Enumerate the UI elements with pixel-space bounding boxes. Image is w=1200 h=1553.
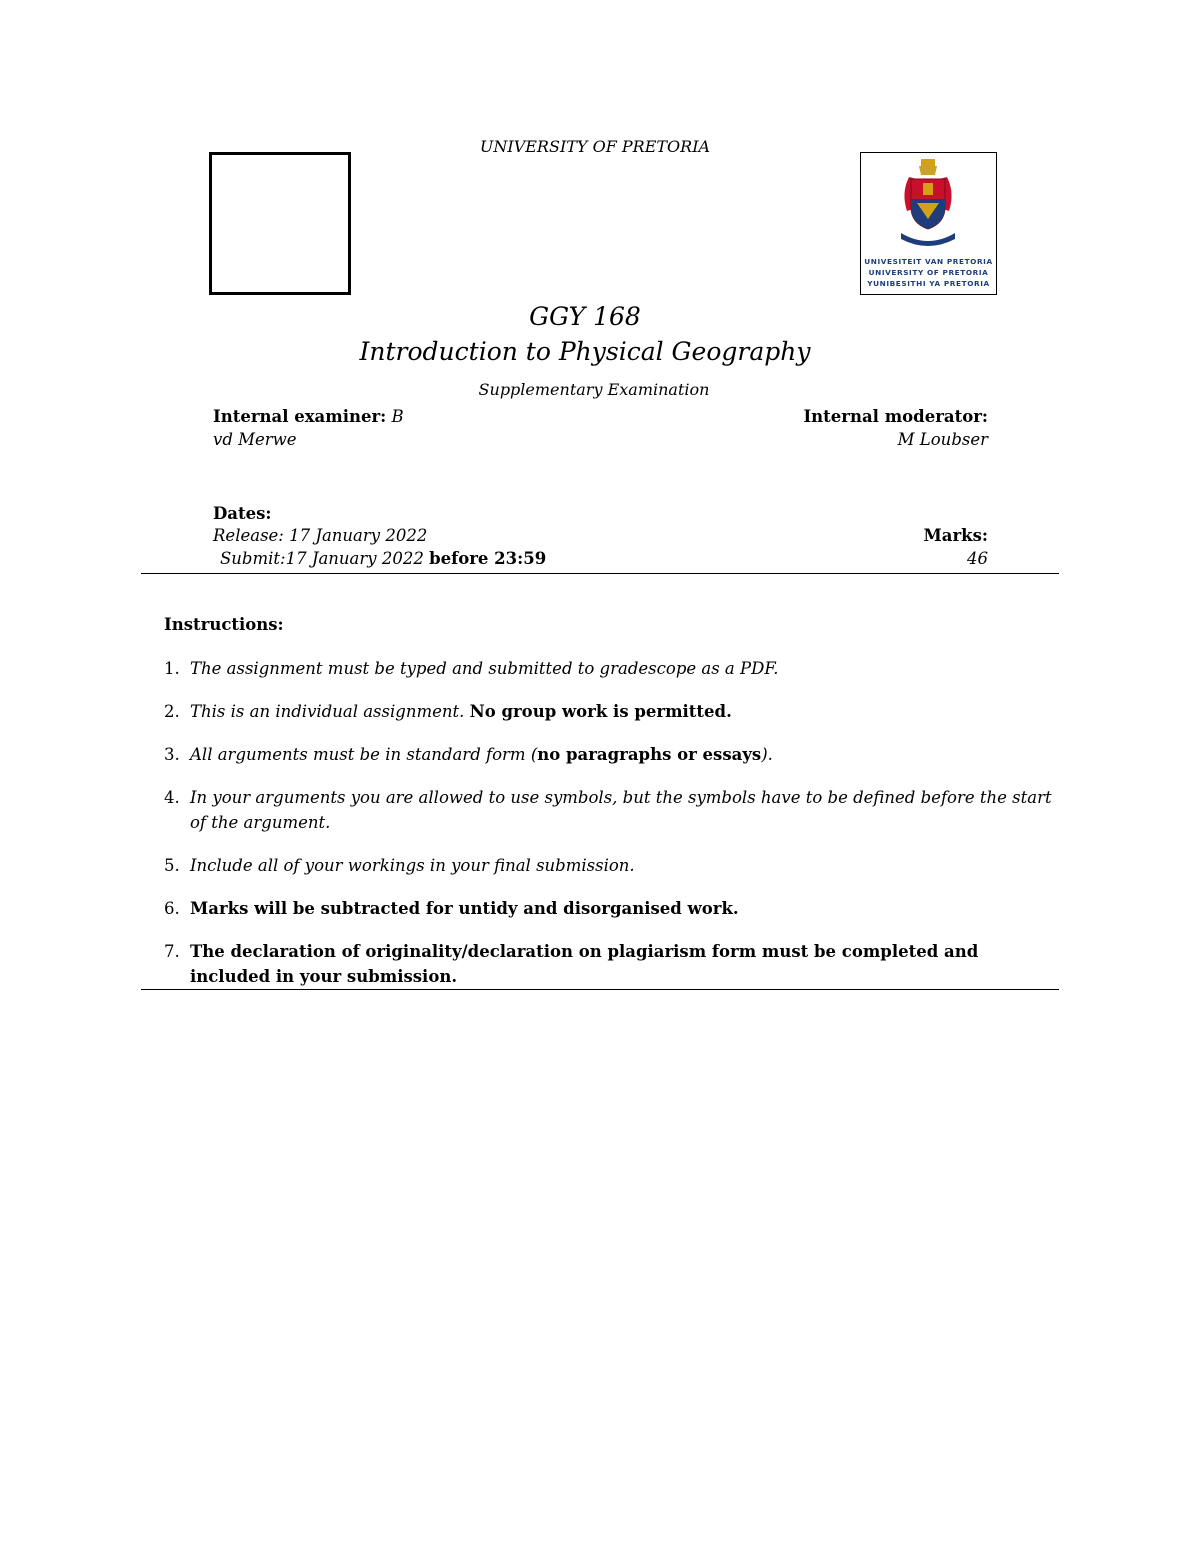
item-number: 1. — [164, 659, 180, 678]
divider-top — [141, 573, 1059, 574]
marks-label: Marks: — [923, 526, 988, 545]
item-number: 7. — [164, 942, 180, 961]
moderator-name: M Loubser — [897, 430, 988, 449]
submit-date-text: Submit:17 January 2022 — [220, 549, 424, 568]
item-number: 5. — [164, 856, 180, 875]
item-number: 4. — [164, 788, 180, 807]
instructions-heading: Instructions: — [164, 615, 284, 634]
instruction-item — [164, 896, 1064, 921]
examiner-label-line — [213, 407, 404, 426]
logo-line-sepedi: YUNIBESITHI YA PRETORIA — [867, 279, 990, 288]
submit-deadline: before 23:59 — [429, 549, 547, 568]
crest-icon — [861, 153, 996, 253]
examiner-name: vd Merwe — [213, 430, 297, 449]
item-emphasis: The declaration of originality/declaration on plagiarism form must be completed and included in your submission. — [190, 942, 979, 986]
instruction-item — [164, 853, 1064, 878]
item-emphasis: No group work is permitted. — [469, 702, 732, 721]
examiner-initial: B — [391, 407, 404, 426]
item-number: 3. — [164, 745, 180, 764]
marks-value: 46 — [967, 549, 988, 568]
examiner-label: Internal examiner: — [213, 407, 387, 426]
instruction-item — [164, 656, 1064, 681]
dates-label: Dates: — [213, 504, 272, 523]
course-title: Introduction to Physical Geography — [359, 337, 811, 366]
submit-date — [220, 549, 546, 568]
item-text-end: ). — [761, 745, 773, 764]
item-text: All arguments must be in standard form ( — [190, 745, 538, 764]
item-text: In your arguments you are allowed to use symbols, but the symbols have to be defined before the start of the argument. — [190, 788, 1052, 832]
item-emphasis: Marks will be subtracted for untidy and disorganised work. — [190, 899, 739, 918]
item-emphasis: no paragraphs or essays — [537, 745, 762, 764]
item-number: 2. — [164, 702, 180, 721]
blank-photo-box — [209, 152, 351, 295]
release-date: Release: 17 January 2022 — [213, 526, 428, 545]
item-text: Include all of your workings in your final submission. — [190, 856, 635, 875]
instruction-item — [164, 939, 1064, 989]
moderator-label: Internal moderator: — [803, 407, 988, 426]
logo-caption — [861, 256, 996, 289]
item-text: This is an individual assignment. — [190, 702, 465, 721]
instruction-item — [164, 742, 1064, 767]
item-text: The assignment must be typed and submitted to gradescope as a PDF. — [190, 659, 779, 678]
logo-line-afrikaans: UNIVESITEIT VAN PRETORIA — [864, 257, 993, 266]
course-code: GGY 168 — [529, 302, 641, 331]
instruction-item — [164, 699, 1064, 724]
instruction-item — [164, 785, 1064, 835]
university-logo — [860, 152, 997, 295]
university-heading: UNIVERSITY OF PRETORIA — [479, 137, 711, 156]
exam-type: Supplementary Examination — [478, 380, 710, 399]
divider-bottom — [141, 989, 1059, 990]
logo-line-english: UNIVERSITY OF PRETORIA — [868, 268, 989, 277]
item-number: 6. — [164, 899, 180, 918]
